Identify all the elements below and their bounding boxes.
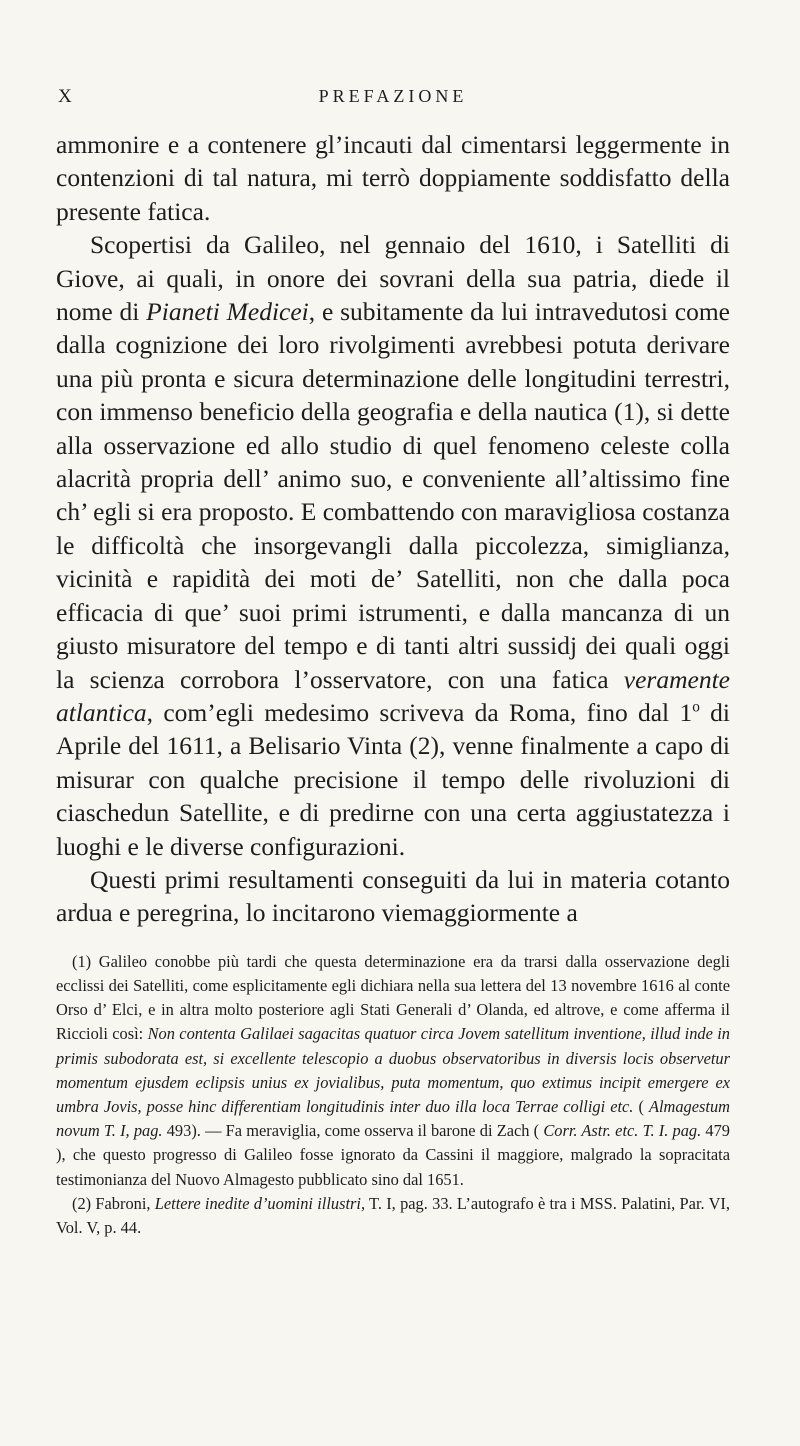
p2-text-c: , e subitamente da lui intravedutosi come dalla cognizione dei loro rivolgimenti avrebbesi potuta derivare una più pronta e sicura determinazione delle longitudini terrestri, con immenso beneficio della geografia e della nautica (1), si dette alla osservazione ed allo studio di quel fenomeno celeste colla alacrità propria dell’ animo suo, e conveniente all’altissimo fine ch’ egli si era proposto. E combattendo con maravigliosa costanza le difficoltà che insorgevangli dalla piccolezza, simiglianza, vicinità e rapidità dei moti de’ Satelliti, non che dalla poca efficacia di que’ suoi primi istrumenti, e dalla mancanza di un giusto misuratore del tempo e di tanti altri sussidj dei quali oggi la scienza corrobora l’osservatore, con una fatica bbox=[56, 297, 731, 694]
paragraph-results bbox=[56, 863, 730, 930]
fn2-text-c: T. I, pag. 33. L’autografo è tra i MSS. Palatini, Par. VI, Vol. V, p. 44. bbox=[56, 1193, 730, 1237]
p2-text-f: di Aprile del 1611, a Belisario Vinta (2), venne finalmente a capo di misurar con qualche precisione il tempo delle rivoluzioni di ciaschedun Satellite, e di predirne con una certa aggiustatezza i luoghi e le diverse configurazioni. bbox=[56, 697, 730, 861]
fn1-italic-almagestum: Almagestum novum T. I, pag. bbox=[56, 1096, 730, 1141]
page-header bbox=[56, 86, 730, 126]
paragraph-1-text: ammonire e a contenere gl’incauti dal cimentarsi leggermente in contenzioni di tal natura, mi terrò doppiamente soddisfatto della presente fatica. bbox=[56, 130, 730, 226]
fn1-text-c: ( bbox=[633, 1096, 649, 1116]
fn1-text-e: 493). — Fa meraviglia, come osserva il barone di Zach ( bbox=[162, 1121, 544, 1141]
fn2-text-a: (2) Fabroni, bbox=[72, 1193, 155, 1213]
paragraph-galileo-satellites bbox=[56, 228, 730, 863]
running-title: PREFAZIONE bbox=[318, 86, 468, 106]
fn1-text-a: (1) Galileo conobbe più tardi che questa determinazione era da trarsi dalla osservazione degli ecclissi dei Satelliti, come esplicitamente egli dichiara nella sua lettera del 13 novembre 1616 al conte Orso d’ Elci, e in altra molto posteriore agli Stati Generali d’ Olanda, ed altrove, e come afferma il Riccioli così: bbox=[56, 951, 730, 1044]
p2-superscript: o bbox=[692, 698, 700, 716]
fn1-italic-quote: Non contenta Galilaei sagacitas quatuor circa Jovem satellitum inventione, illud inde in primis subodorata est, si excellente telescopio a duobus observatoribus in diversis locis observetur momentum ejusdem eclipsis unius ex jovialibus, puta momentum, quo extimus incipit emergere ex umbra Jovis, posse hinc differentiam longitudinis inter duo illa loca Terrae colligi etc. bbox=[56, 1024, 730, 1116]
fn1-italic-corr-astr: Corr. Astr. etc. T. I. pag. bbox=[543, 1121, 702, 1141]
page-number: X bbox=[58, 86, 73, 107]
footnote-2 bbox=[56, 1192, 730, 1240]
paragraph-3-text: Questi primi resultamenti conseguiti da lui in materia cotanto ardua e peregrina, lo incitarono viemaggiormente a bbox=[56, 864, 730, 928]
footnotes bbox=[56, 950, 730, 1240]
fn1-text-g: 479 ), che questo progresso di Galileo fosse ignorato da Cassini il maggiore, malgrado la sopracitata testimonianza del Nuovo Almagesto pubblicato sino dal 1651. bbox=[56, 1121, 731, 1189]
main-text bbox=[56, 128, 730, 930]
fn2-italic-lettere-inedite: Lettere inedite d’uomini illustri, bbox=[154, 1193, 366, 1213]
p2-text-e: , com’egli medesimo scriveva da Roma, fino dal 1 bbox=[146, 697, 693, 727]
p2-text-a: Scopertisi da Galileo, nel gennaio del 1610, i Satelliti di Giove, ai quali, in onore dei sovrani della sua patria, diede il nome di bbox=[56, 230, 730, 327]
paragraph-continuation bbox=[56, 128, 730, 228]
p2-italic-pianeti-medicei: Pianeti Medicei bbox=[146, 297, 309, 327]
book-page bbox=[0, 86, 800, 1446]
p2-italic-veramente-atlantica: veramente atlantica bbox=[56, 664, 730, 727]
footnote-1 bbox=[56, 950, 730, 1192]
